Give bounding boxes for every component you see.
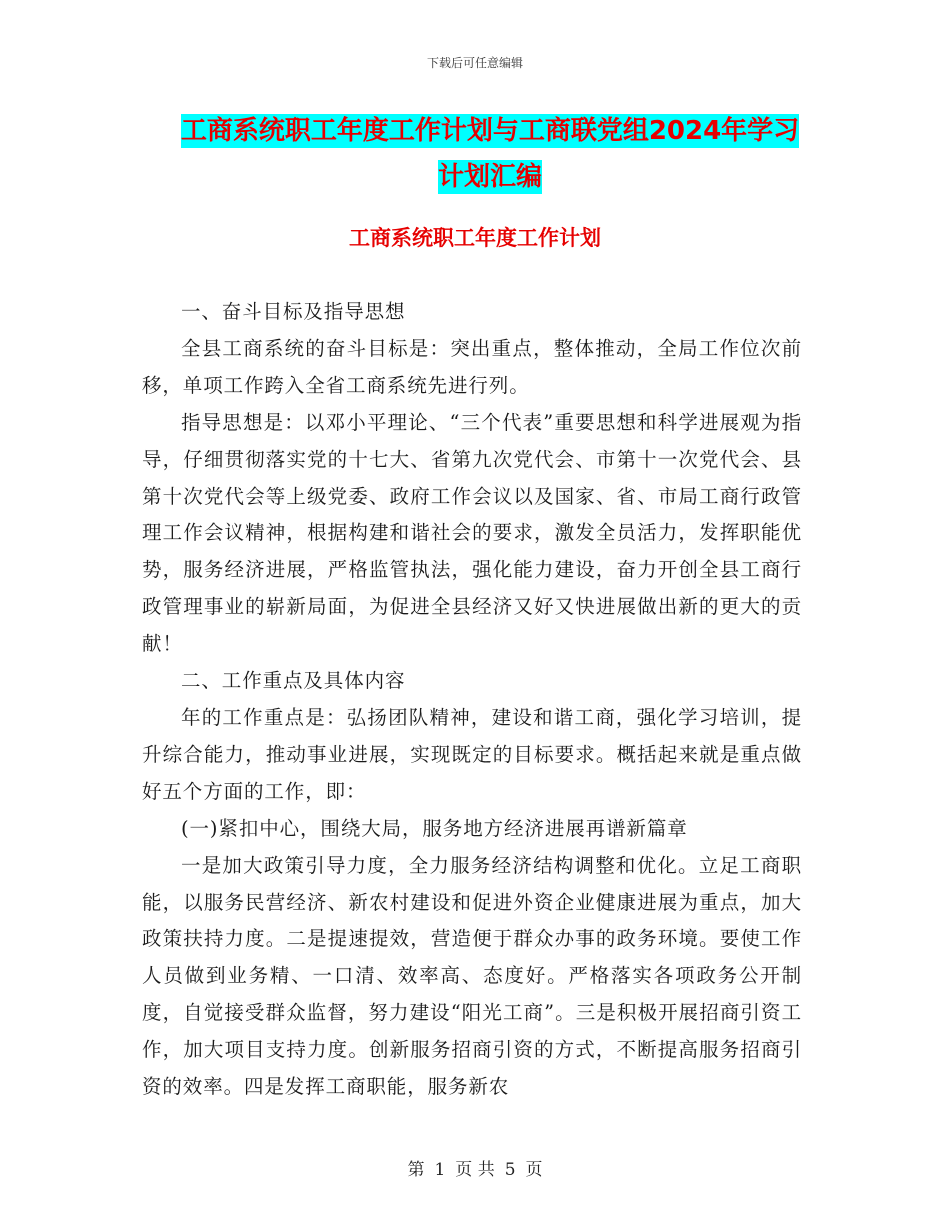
footer-middle: 页 共 xyxy=(455,1160,495,1180)
document-title-line-1: 工商系统职工年度工作计划与工商联党组2024年学习 xyxy=(180,116,800,146)
footer-suffix: 页 xyxy=(525,1160,543,1180)
subheading-1: (一)紧扣中心，围绕大局，服务地方经济进展再谱新篇章 xyxy=(181,816,688,840)
footer-page-number: 1 xyxy=(434,1160,446,1180)
paragraph-policy: 一是加大政策引导力度，全力服务经济结构调整和优化。立足工商职能，以服务民营经济、新农村建设和促进外资企业健康进展为重点，加大政策扶持力度。二是提速提效，营造便于群众办事的政务环境。要使工作人员做到业务精、一口清、效率高、态度好。严格落实各项政务公开制度，自觉接受群众监督，努力建设“阳光工商”。三是积极开展招商引资工作，加大项目支持力度。创新服务招商引资的方式，不断提高服务招商引资的效率。四是发挥工商职能，服务新农 xyxy=(142,853,802,1099)
header-note: 下载后可任意编辑 xyxy=(426,56,523,70)
page-footer xyxy=(0,1155,950,1180)
document-body xyxy=(142,294,802,1106)
section-title: 工商系统职工年度工作计划 xyxy=(349,226,601,250)
heading-goals: 一、奋斗目标及指导思想 xyxy=(181,300,406,323)
document-title-line-2: 计划汇编 xyxy=(437,162,542,192)
paragraph-goal: 全县工商系统的奋斗目标是：突出重点，整体推动，全局工作位次前移，单项工作跨入全省工商系统先进行列。 xyxy=(142,336,802,397)
paragraph-key-work: 年的工作重点是：弘扬团队精神，建设和谐工商，强化学习培训，提升综合能力，推动事业进展，实现既定的目标要求。概括起来就是重点做好五个方面的工作，即： xyxy=(142,705,802,803)
footer-prefix: 第 xyxy=(407,1160,425,1180)
document-title xyxy=(140,108,840,200)
footer-total-pages: 5 xyxy=(504,1160,516,1180)
heading-key-work: 二、工作重点及具体内容 xyxy=(181,669,406,693)
paragraph-guiding-thought: 指导思想是：以邓小平理论、“三个代表”重要思想和科学进展观为指导，仔细贯彻落实党的十七大、省第九次党代会、市第十一次党代会、县第十次党代会等上级党委、政府工作会议以及国家、省、市局工商行政管理工作会议精神，根据构建和谐社会的要求，激发全员活力，发挥职能优势，服务经济进展，严格监管执法，强化能力建设，奋力开创全县工商行政管理事业的崭新局面，为促进全县经济又好又快进展做出新的更大的贡献！ xyxy=(142,410,802,656)
